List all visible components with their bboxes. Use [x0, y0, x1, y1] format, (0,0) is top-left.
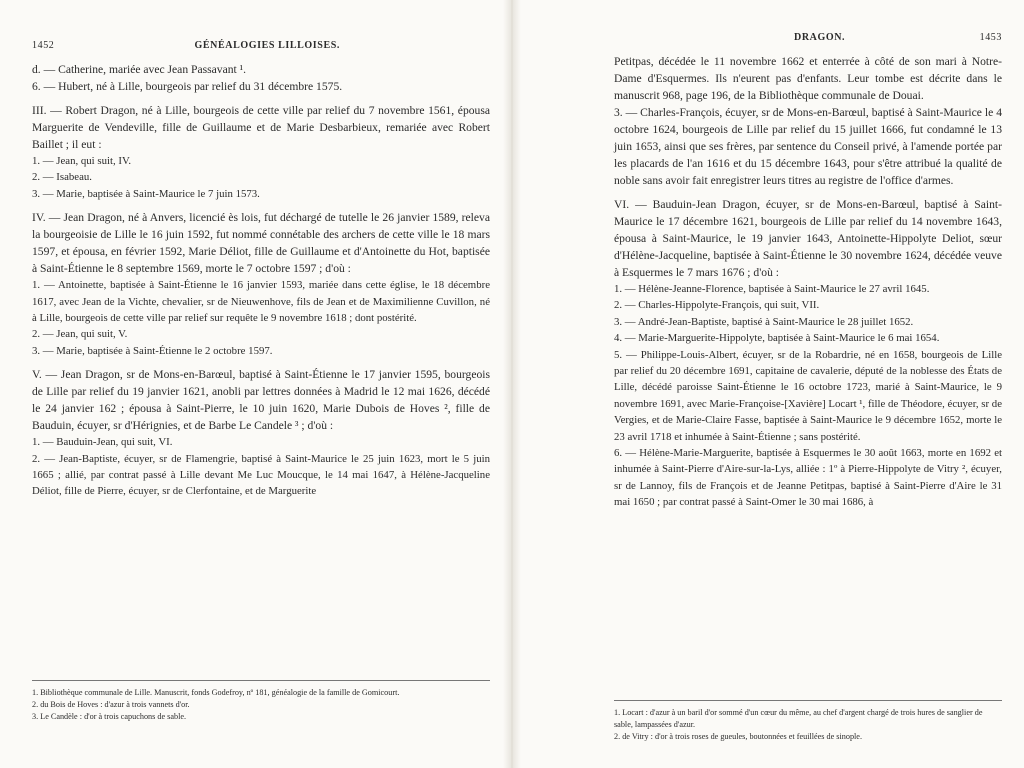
- paragraph: Petitpas, décédée le 11 novembre 1662 et enterrée à côté de son mari à Notre-Dame d'Esquermes. Ils n'eurent pas d'enfants. Leur tombe est décrite dans le manuscrit 968, page 196, de la Bibliothèque communale de Douai.: [614, 55, 1002, 102]
- right-page-body: [614, 53, 1002, 511]
- paragraph: III. — Robert Dragon, né à Lille, bourgeois de cette ville par relief du 7 novembre 1561, épousa Marguerite de Vendeville, fille de Guillaume et de Marie Desbarbieux, remariée avec Robert Baillet ; il eut :: [32, 104, 490, 151]
- list-item: 3. — Marie, baptisée à Saint-Maurice le 7 juin 1573.: [32, 187, 260, 200]
- list-item: 4. — Marie-Marguerite-Hippolyte, baptisée à Saint-Maurice le 6 mai 1654.: [614, 332, 940, 345]
- paragraph: 6. — Hubert, né à Lille, bourgeois par relief du 31 décembre 1575.: [32, 80, 343, 93]
- right-page: [512, 0, 1024, 768]
- list-item: 2. — Jean-Baptiste, écuyer, sr de Flamengrie, baptisé à Saint-Maurice le 25 juin 1623, mort le 5 juin 1665 ; allié, par contrat passé à Lille devant Me Luc Moucque, le 14 mai 1647, à Hélène-Jacqueline Déliot, fille de Pierre, écuyer, sr de Clerfontaine, et de Marguerite: [32, 452, 490, 498]
- list-item: 1. — Antoinette, baptisée à Saint-Étienne le 16 janvier 1593, mariée dans cette église, le 18 décembre 1617, avec Jean de la Vichte, chevalier, sr de Nieuwenhove, fils de Jean et de Maximilienne Cuvillon, né à Lille, bourgeois de cette ville par relief sur requête le 9 novembre 1618 ; dont postérité.: [32, 279, 490, 325]
- left-running-head: [32, 40, 490, 51]
- list-item: 2. — Isabeau.: [32, 171, 92, 184]
- list-item: 3. — André-Jean-Baptiste, baptisé à Saint-Maurice le 28 juillet 1652.: [614, 315, 914, 328]
- footnote: 2. de Vitry : d'or à trois roses de gueules, boutonnées et feuillées de sinople.: [614, 732, 862, 741]
- right-page-number: 1453: [979, 32, 1002, 43]
- list-item: 1. — Bauduin-Jean, qui suit, VI.: [32, 436, 173, 449]
- list-item: 2. — Jean, qui suit, V.: [32, 328, 128, 341]
- list-item: 1. — Hélène-Jeanne-Florence, baptisée à Saint-Maurice le 27 avril 1645.: [614, 283, 930, 295]
- footnote: 1. Bibliothèque communale de Lille. Manuscrit, fonds Godefroy, nº 181, généalogie de la famille de Gomicourt.: [32, 688, 400, 697]
- paragraph: IV. — Jean Dragon, né à Anvers, licencié ès lois, fut déchargé de tutelle le 26 janvier 1589, releva la bourgeoisie de Lille le 16 juin 1592, fut nommé connétable des archers de cette ville le 18 mars 1597, et épousa, en février 1592, Marie Déliot, fille de Guillaume et d'Antoinette du Hot, baptisée à Saint-Étienne le 8 septembre 1569, morte le 7 octobre 1597 ; d'où :: [32, 211, 490, 276]
- paragraph: VI. — Bauduin-Jean Dragon, écuyer, sr de Mons-en-Barœul, baptisé à Saint-Maurice le 17 décembre 1621, bourgeois de Lille par relief du 14 novembre 1643, épousa à Saint-Maurice, le 19 janvier 1643, Antoinette-Hippolyte Deliot, sœur d'Hélène-Jacqueline, baptisée à Saint-Étienne le 30 novembre 1624, décédée veuve à Esquermes le 7 mars 1676 ; d'où :: [614, 198, 1002, 279]
- list-item: 6. — Hélène-Marie-Marguerite, baptisée à Esquermes le 30 août 1663, morte en 1692 et inhumée à Saint-Pierre d'Aire-sur-la-Lys, alliée : 1º à Pierre-Hippolyte de Vitry ², écuyer, sr de Lannoy, fils de François et de Jeanne Petitpas, baptisé à Saint-Pierre d'Aire le 31 mai 1650 ; par contrat passé à Saint-Omer le 30 mai 1686, à: [614, 447, 1002, 509]
- list-item: 1. — Jean, qui suit, IV.: [32, 155, 132, 167]
- list-item: 2. — Charles-Hippolyte-François, qui suit, VII.: [614, 299, 820, 312]
- right-running-head: [614, 32, 1002, 43]
- right-footnotes: [614, 700, 1002, 743]
- left-running-title: GÉNÉALOGIES LILLOISES.: [194, 40, 340, 51]
- right-running-title: DRAGON.: [794, 32, 846, 43]
- list-item: 3. — Marie, baptisée à Saint-Étienne le 2 octobre 1597.: [32, 344, 273, 357]
- paragraph: V. — Jean Dragon, sr de Mons-en-Barœul, baptisé à Saint-Étienne le 17 janvier 1595, bourgeois de Lille par relief du 19 janvier 1621, anobli par lettres données à Madrid le 12 mai 1626, décédé le 24 janvier 162 ; épousa à Saint-Pierre, le 10 juin 1620, Marie Dubois de Hoves ², fille de Bauduin, écuyer, sr d'Hérignies, et de Barbe Le Candele ³ ; d'où :: [32, 368, 490, 433]
- paragraph: d. — Catherine, mariée avec Jean Passavant ¹.: [32, 63, 247, 76]
- paragraph: 3. — Charles-François, écuyer, sr de Mons-en-Barœul, baptisé à Saint-Maurice le 4 octobre 1624, bourgeois de Lille par relief du 15 juillet 1666, fut condamné le 13 juin 1653, ainsi que ses frères, par sentence du Conseil privé, à l'amende portée par les placards de l'an 1616 et du 15 décembre 1643, pour s'être attribué la qualité de noble sans avoir fait enregistrer leurs titres au registre de l'office d'armes.: [614, 106, 1002, 187]
- left-footnotes: [32, 680, 490, 723]
- list-item: 5. — Philippe-Louis-Albert, écuyer, sr de la Robardrie, né en 1658, bourgeois de Lille par relief du 20 décembre 1691, capitaine de cavalerie, député de la noblesse des États de Lille, décédé paroisse Saint-Étienne le 16 octobre 1723, marié à Saint-Maurice, le 9 novembre 1691, avec Marie-Françoise-[Xavière] Locart ¹, fille de Théodore, écuyer, sr de Vergies, et de Marie-Claire Fasse, baptisée à Saint-Maurice le 9 décembre 1652, morte le 23 avril 1718 et inhumée à Saint-Étienne ; sans postérité.: [614, 348, 1002, 443]
- left-page-body: [32, 61, 490, 500]
- footnote: 2. du Bois de Hoves : d'azur à trois vannets d'or.: [32, 700, 190, 709]
- left-page-number: 1452: [32, 40, 55, 51]
- footnote: 3. Le Candèle : d'or à trois capuchons de sable.: [32, 712, 187, 721]
- footnote: 1. Locart : d'azur à un baril d'or sommé d'un cœur du même, au chef d'argent chargé de trois hures de sanglier de sable, lampassées d'azur.: [614, 708, 983, 729]
